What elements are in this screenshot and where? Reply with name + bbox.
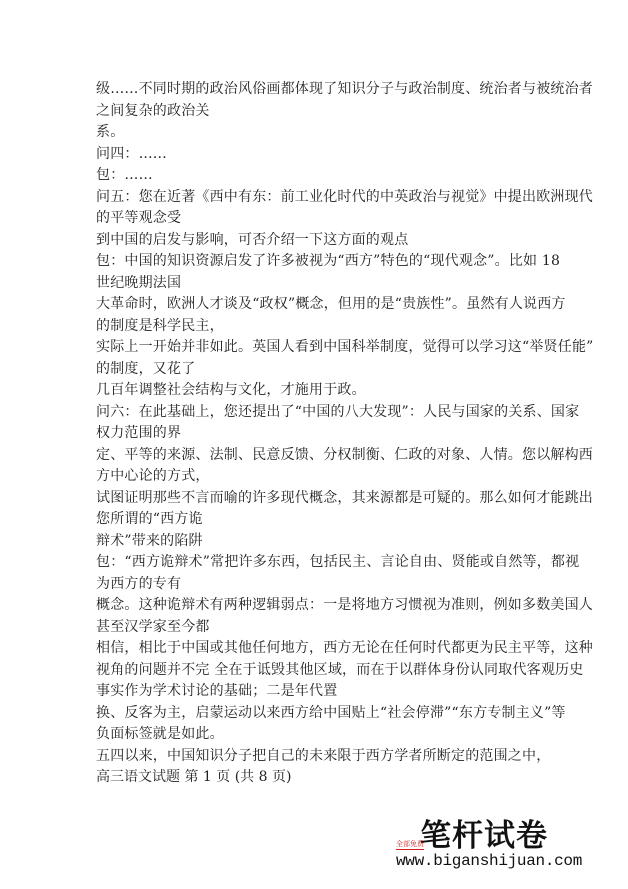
document-page <box>96 79 594 789</box>
text-line: 系。 <box>96 124 125 140</box>
text-line: 到中国的启发与影响，可否介绍一下这方面的观点 <box>96 231 409 248</box>
answer-4: 包：…… <box>96 167 153 183</box>
text-line: 定、平等的来源、法制、民意反馈、分权制衡、仁政的对象、人情。您以解构西 <box>96 446 593 463</box>
text-line: 为西方的专有 <box>96 575 182 592</box>
text-line: 的制度，又花了 <box>96 360 196 377</box>
watermark-logo <box>396 818 583 874</box>
text-line: 换、反客为主，启蒙运动以来西方给中国贴上“社会停滞”“东方专制主义”等 <box>96 704 566 721</box>
text-line: 的制度是科学民主， <box>96 317 224 334</box>
text-line: 的平等观念受 <box>96 210 182 226</box>
text-line: 试图证明那些不言而喻的许多现代概念，其来源都是可疑的。那么如何才能跳出 <box>96 489 593 506</box>
text-line: 世纪晚期法国 <box>96 274 182 291</box>
answer-5: 包：中国的知识资源启发了许多被视为“西方”特色的“现代观念”。比如 18 <box>96 253 561 269</box>
text-line: 之间复杂的政治关 <box>96 102 210 119</box>
answer-6: 包：“西方诡辩术”常把许多东西，包括民主、言论自由、贤能或自然等，都视 <box>96 554 580 570</box>
text-line: 您所谓的“西方诡 <box>96 511 203 527</box>
watermark-title: 笔杆试卷 <box>420 818 548 854</box>
watermark-url: www.biganshijuan.com <box>396 852 583 870</box>
question-5: 问五：您在近著《西中有东：前工业化时代的中英政治与视觉》中提出欧洲现代 <box>96 188 593 205</box>
text-line: 事实作为学术讨论的基础；二是年代置 <box>96 683 338 699</box>
question-4: 问四：…… <box>96 145 167 162</box>
text-line: 视角的问题并不完 全在于诋毁其他区域，而在于以群体身份认同取代客观历史 <box>96 661 584 678</box>
free-badge: 全部免费 <box>396 840 424 848</box>
text-line: 甚至汉学家至今都 <box>96 618 210 635</box>
text-line: 几百年调整社会结构与文化，才施用于政。 <box>96 382 366 398</box>
text-line: 大革命时，欧洲人才谈及“政权”概念，但用的是“贵族性”。虽然有人说西方 <box>96 296 566 312</box>
text-line: 权力范围的界 <box>96 425 182 441</box>
page-footer: 高三语文试题 第 1 页 (共 8 页) <box>96 769 292 785</box>
text-line: 辩术”带来的陷阱 <box>96 532 203 549</box>
text-line: 五四以来，中国知识分子把自己的未来限于西方学者所断定的范围之中， <box>96 747 551 764</box>
text-line: 相信，相比于中国或其他任何地方，西方无论在任何时代都更为民主平等，这种 <box>96 640 593 656</box>
text-line: 实际上一开始并非如此。英国人看到中国科举制度，觉得可以学习这“举贤任能” <box>96 339 594 355</box>
text-line: 概念。这种诡辩术有两种逻辑弱点：一是将地方习惯视为准则，例如多数美国人 <box>96 597 593 613</box>
question-6: 问六：在此基础上，您还提出了“中国的八大发现”：人民与国家的关系、国家 <box>96 403 580 420</box>
text-line: 方中心论的方式， <box>96 468 210 484</box>
text-line: 负面标签就是如此。 <box>96 726 224 742</box>
text-line: 级……不同时期的政治风俗画都体现了知识分子与政治制度、统治者与被统治者 <box>96 81 593 97</box>
